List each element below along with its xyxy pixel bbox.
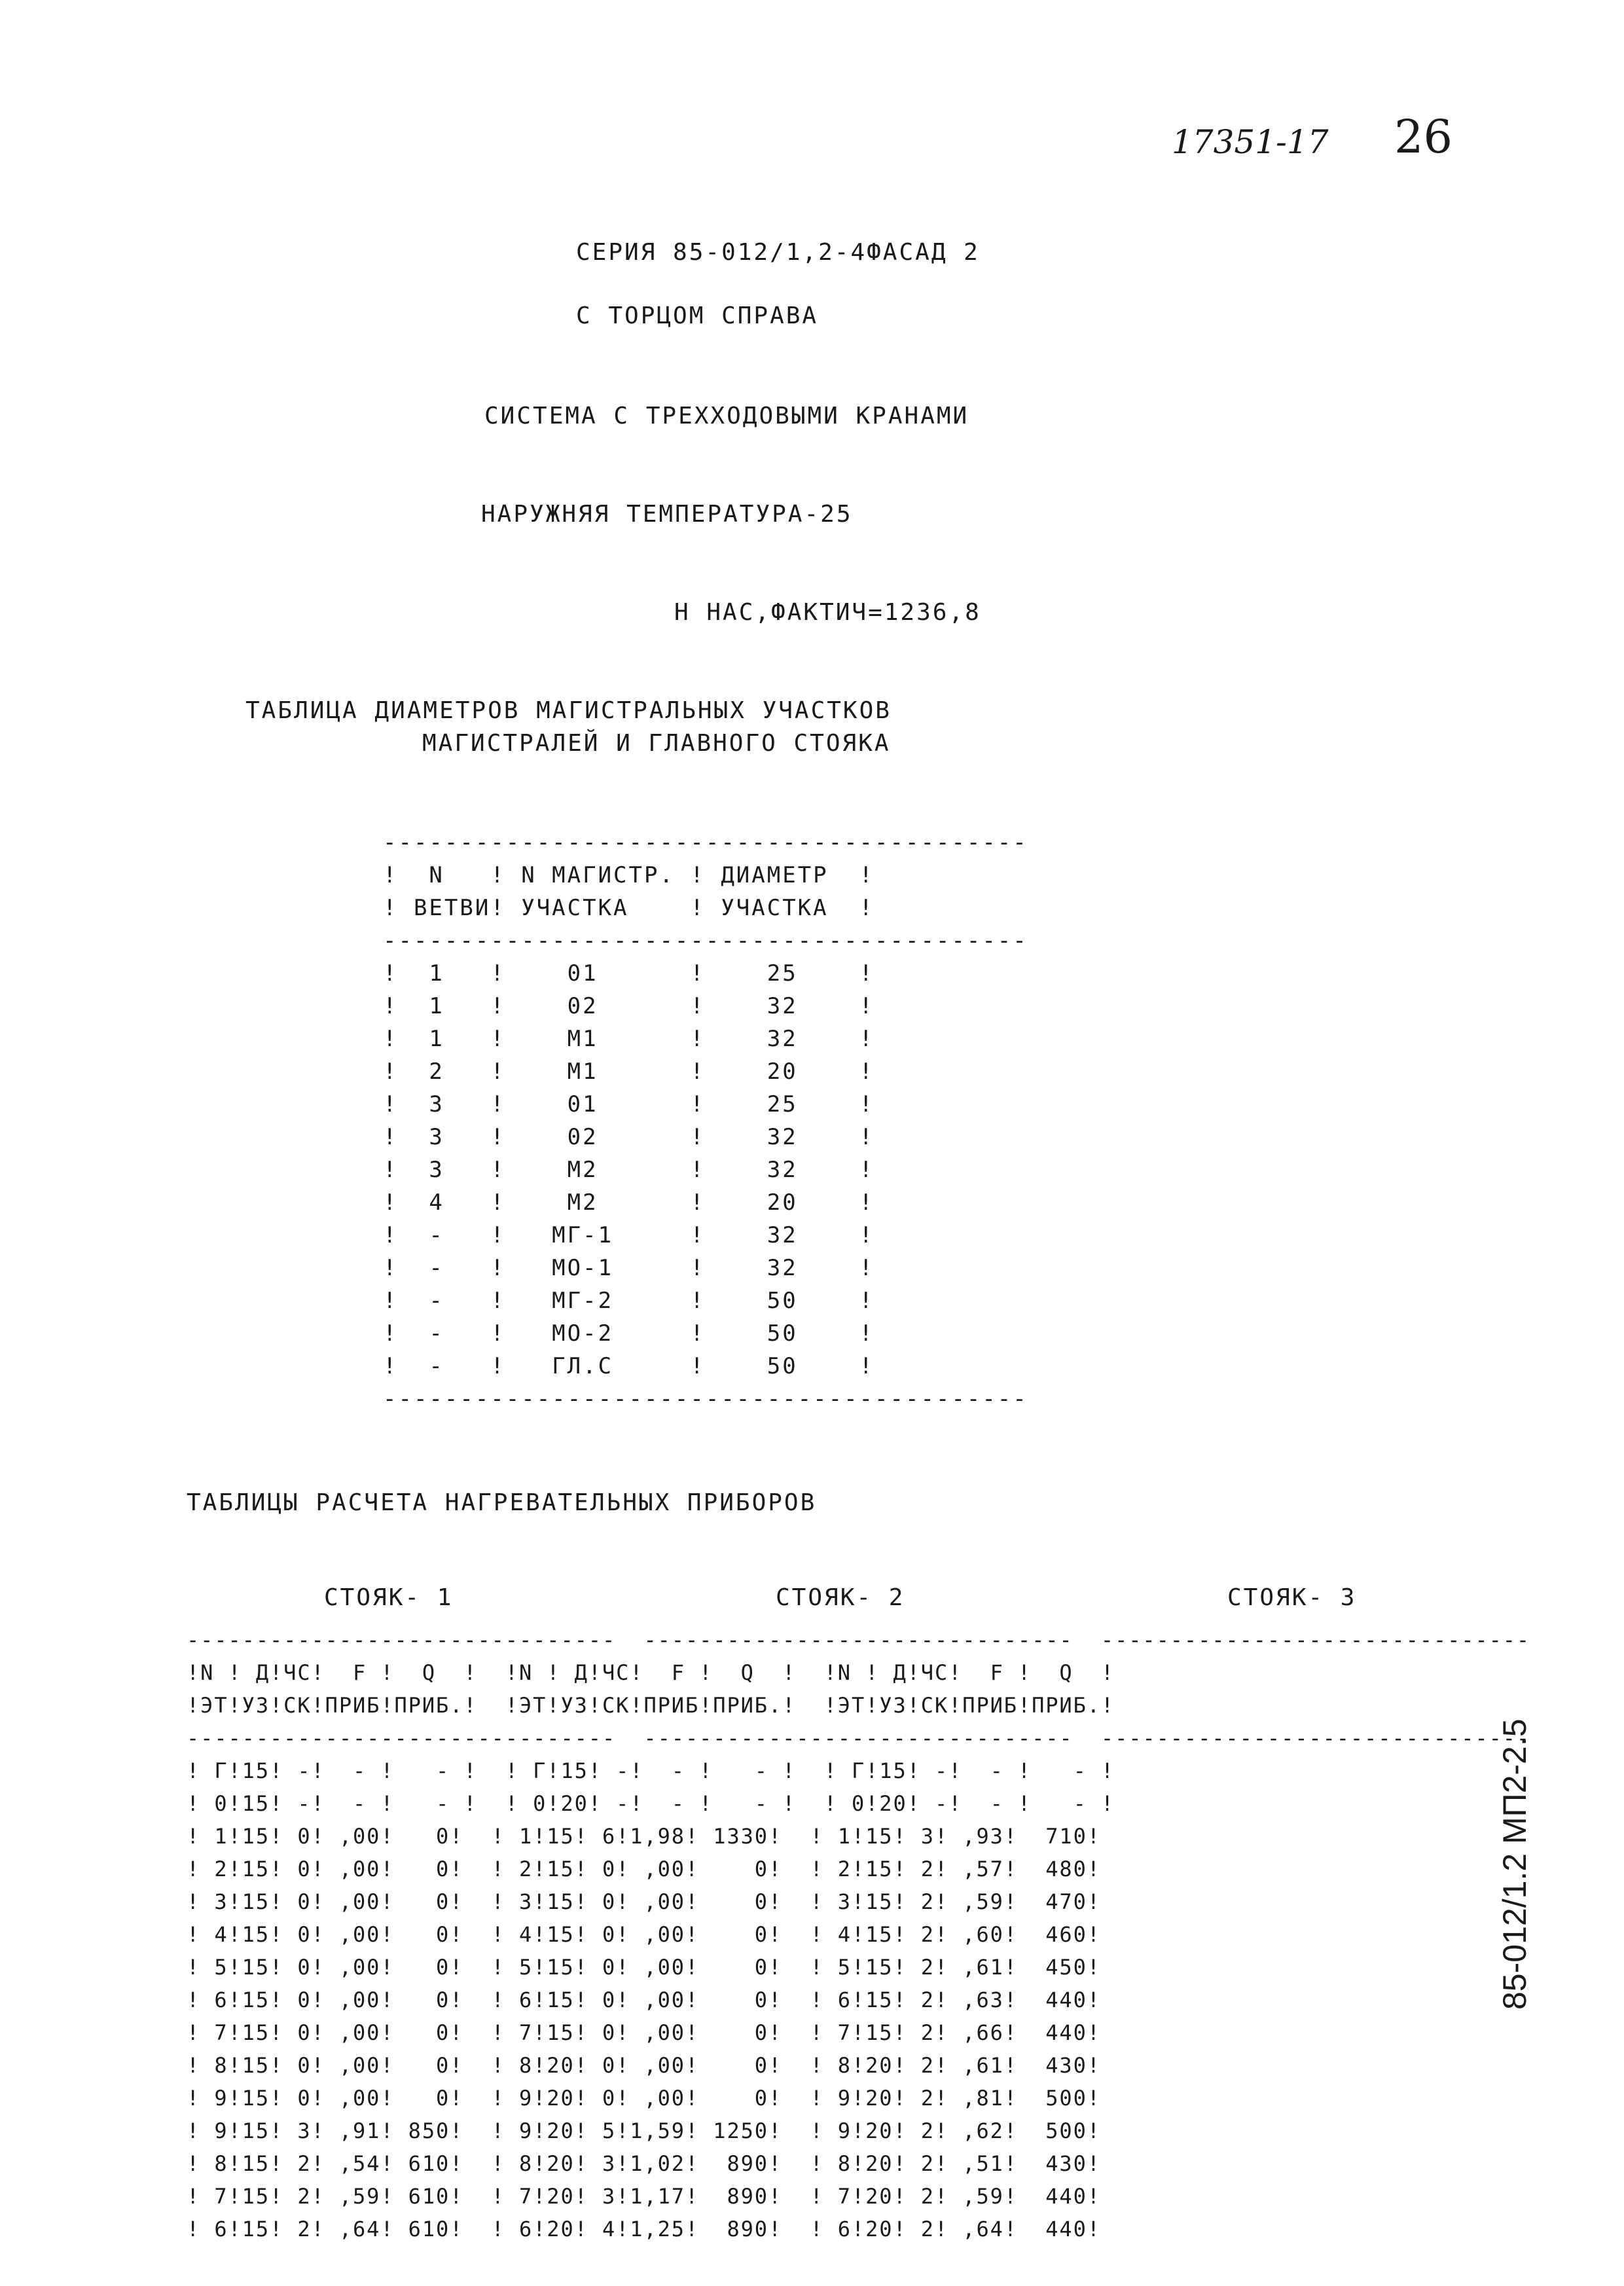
end-side-heading: С ТОРЦОМ СПРАВА [576,302,819,329]
diameter-table: ------------------------------------------ ! N ! N МАГИСТР. ! ДИАМЕТР ! ! ВЕТВИ! УЧАСТКА ! УЧАСТКА ! ------------------------------------------ ! 1 ! 01 ! 25 ! ! 1 ! 02 ! 32 ! ! 1 ! М1 ! 32 ! ! 2 ! М1 ! 20 ! ! 3 ! 01 ! 25 ! ! 3 ! 02 ! 32 ! ! 3 ! М2 ! 32 ! ! 4 ! М2 ! 20 ! ! - ! МГ-1 ! 32 ! ! - ! МО-1 ! 32 ! ! - ! МГ-2 ! 50 ! ! - ! МО-2 ! 50 ! ! - ! ГЛ.С ! 50 ! ------------------------------------------ [383,829,1028,1412]
outdoor-temperature: НАРУЖНЯЯ ТЕМПЕРАТУРА-25 [481,501,853,528]
diameter-table-title: ТАБЛИЦА ДИАМЕТРОВ МАГИСТРАЛЬНЫХ УЧАСТКОВ [245,697,892,724]
heater-tables-title: ТАБЛИЦЫ РАСЧЕТА НАГРЕВАТЕЛЬНЫХ ПРИБОРОВ [187,1489,817,1516]
system-heading: СИСТЕМА С ТРЕХХОДОВЫМИ КРАНАМИ [484,403,969,429]
heater-tables: ------------------------------- ------------------------------- ------------------------------- !N ! Д!ЧС! F ! Q ! !N ! Д!ЧС! F ! Q ! !N ! Д!ЧС! F ! Q ! !ЭТ!УЗ!СК!ПРИБ!ПРИБ.! !ЭТ!УЗ!СК!ПРИБ!ПРИБ.! !ЭТ!УЗ!СК!ПРИБ!ПРИБ.! ------------------------------- ------------------------------- ------------------------------- ! Г!15! -! - ! - ! ! Г!15! -! - ! - ! ! Г!15! -! - ! - ! ! 0!15! -! - ! - ! ! 0!20! -! - ! - ! ! 0!20! -! - ! - ! ! 1!15! 0! ,00! 0! ! 1!15! 6!1,98! 1330! ! 1!15! 3! ,93! 710! ! 2!15! 0! ,00! 0! ! 2!15! 0! ,00! 0! ! 2!15! 2! ,57! 480! ! 3!15! 0! ,00! 0! ! 3!15! 0! ,00! 0! ! 3!15! 2! ,59! 470! ! 4!15! 0! ,00! 0! ! 4!15! 0! ,00! 0! ! 4!15! 2! ,60! 460! ! 5!15! 0! ,00! 0! ! 5!15! 0! ,00! 0! ! 5!15! 2! ,61! 450! ! 6!15! 0! ,00! 0! ! 6!15! 0! ,00! 0! ! 6!15! 2! ,63! 440! ! 7!15! 0! ,00! 0! ! 7!15! 0! ,00! 0! ! 7!15! 2! ,66! 440! ! 8!15! 0! ,00! 0! ! 8!20! 0! ,00! 0! ! 8!20! 2! ,61! 430! ! 9!15! 0! ,00! 0! ! 9!20! 0! ,00! 0! ! 9!20! 2! ,81! 500! ! 9!15! 3! ,91! 850! ! 9!20! 5!1,59! 1250! ! 9!20! 2! ,62! 500! ! 8!15! 2! ,54! 610! ! 8!20! 3!1,02! 890! ! 8!20! 2! ,51! 430! ! 7!15! 2! ,59! 610! ! 7!20! 3!1,17! 890! ! 7!20! 2! ,59! 440! ! 6!15! 2! ,64! 610! ! 6!20! 4!1,25! 890! ! 6!20! 2! ,64! 440! [187,1627,1531,2241]
document-code: 17351-17 [1172,123,1329,161]
side-stamp: 85-012/1.2 МП2-2.5 [1496,1718,1533,2010]
riser-2-label: СТОЯК- 2 [776,1584,905,1611]
actual-head-value: Н НАС,ФАКТИЧ=1236,8 [674,599,981,626]
page-number: 26 [1394,110,1453,164]
series-heading: СЕРИЯ 85-012/1,2-4ФАСАД 2 [576,239,980,266]
riser-1-label: СТОЯК- 1 [324,1584,454,1611]
diameter-table-subtitle: МАГИСТРАЛЕЙ И ГЛАВНОГО СТОЯКА [422,730,891,757]
riser-3-label: СТОЯК- 3 [1227,1584,1357,1611]
